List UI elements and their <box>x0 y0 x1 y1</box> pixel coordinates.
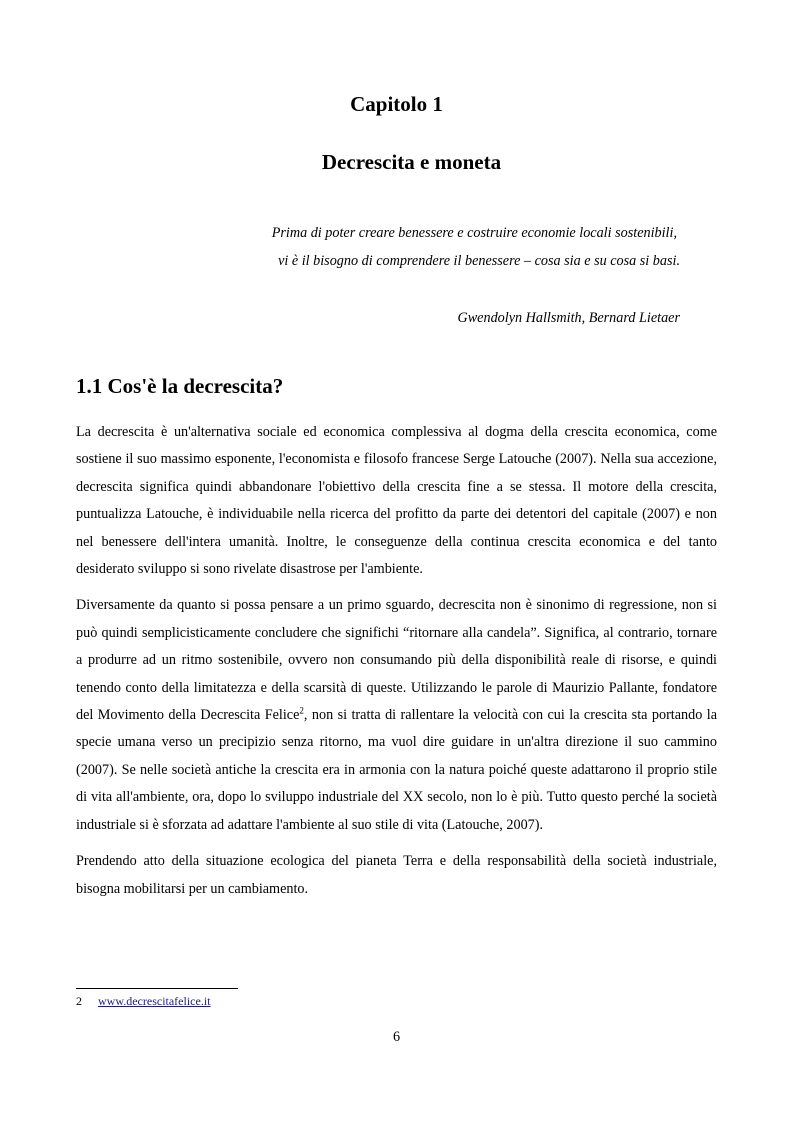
footnote-number: 2 <box>76 994 82 1008</box>
footnote-divider <box>76 988 238 989</box>
section-title: 1.1 Cos'è la decrescita? <box>76 374 284 398</box>
paragraph-2-text-a: Diversamente da quanto si possa pensare a un primo sguardo, decrescita non è sinonimo di regressione, non si può quindi semplicisticamente concludere che significhi “ritornare alla candela”. Significa, al contrario, tornare a produrre ad un ritmo sostenibile, ovvero non consumando più della disponibilità reale di risorse, e quindi tenendo conto della limitatezza e della scarsità di queste. Utilizzando le parole di Maurizio Pallante, fondatore del Movimento della Decrescita Felice <box>76 597 717 724</box>
epigraph <box>200 219 680 275</box>
footnote <box>76 994 211 1009</box>
paragraph-3: Prendendo atto della situazione ecologica del pianeta Terra e della responsabilità della società industriale, bisogna mobilitarsi per un cambiamento. <box>76 853 717 897</box>
paragraph-1: La decrescita è un'alternativa sociale ed economica complessiva al dogma della crescita economica, come sostiene il suo massimo esponente, l'economista e filosofo francese Serge Latouche (2007). Nella sua accezione, decrescita significa quindi abbandonare l'obiettivo della crescita fine a se stessa. Il motore della crescita, puntualizza Latouche, è individuabile nella ricerca del profitto da parte dei detentori del capitale (2007) e non nel benessere dell'intera umanità. Inoltre, le conseguenze della continua crescita economica e del tanto desiderato sviluppo si sono rivelate disastrose per l'ambiente. <box>76 424 717 578</box>
epigraph-line-2: vi è il bisogno di comprendere il benessere – cosa sia e su cosa si basi. <box>278 253 680 269</box>
page-number: 6 <box>392 1029 401 1045</box>
epigraph-line-1: Prima di poter creare benessere e costruire economie locali sostenibili, <box>271 225 677 241</box>
footnote-link[interactable]: www.decrescitafelice.it <box>98 994 211 1008</box>
paragraph-2-text-b: , non si tratta di rallentare la velocità con cui la crescita sta portando la specie umana verso un precipizio senza ritorno, ma vuol dire guidare in un'altra direzione il suo cammino (2007). Se nelle società antiche la crescita era in armonia con la natura poiché queste adattarono il proprio stile di vita all'ambiente, ora, dopo lo sviluppo industriale del XX secolo, non lo è più. Tutto questo perché la società industriale si è sforzata ad adattare l'ambiente al suo stile di vita (Latouche, 2007). <box>76 707 717 833</box>
chapter-title: Decrescita e moneta <box>321 150 502 174</box>
footnote-reference[interactable]: 2 <box>299 705 304 716</box>
chapter-number: Capitolo 1 <box>350 92 443 116</box>
epigraph-author: Gwendolyn Hallsmith, Bernard Lietaer <box>457 310 680 326</box>
body-text <box>76 419 717 912</box>
paragraph-2 <box>76 592 717 839</box>
